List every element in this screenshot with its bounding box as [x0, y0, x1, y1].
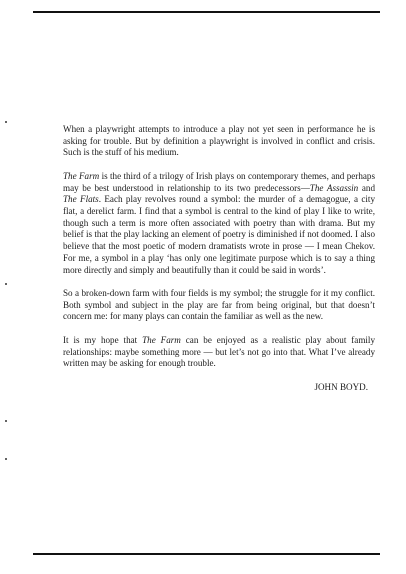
author-signature: JOHN BOYD. — [314, 381, 368, 392]
margin-mark — [5, 121, 7, 123]
margin-mark — [5, 283, 7, 285]
paragraph: The Farm is the third of a trilogy of Irish plays on contemporary themes, and perhaps may be best understood in relationship to its two predecessors—The Assassin and The Flats. Each play revolves round a symbol: the murder of a demagogue, a city flat, a derelict farm. I find that a symbol is central to the kind of play I like to write, though such a term is more often associated with poetry than with drama. But my belief is that the play lacking an element of poetry is diminished if not doomed. I also believe that the most poetic of modern dramatists wrote in prose — I mean Chekov. For me, a symbol in a play ‘has only one legitimate purpose which is to say a thing more directly and simply and beautifully than it could be said in words’. — [63, 170, 376, 275]
margin-mark — [5, 458, 7, 460]
author-note — [63, 124, 375, 405]
bottom-rule — [33, 553, 380, 555]
margin-mark — [5, 420, 7, 422]
paragraph: It is my hope that The Farm can be enjoyed as a realistic play about family relationships: maybe something more — but let’s not go into that. What I’ve already written may be asking for enough trouble. — [63, 334, 376, 369]
play-title: The Farm — [142, 334, 181, 345]
paragraph: So a broken-down farm with four fields is my symbol; the struggle for it my conflict. Both symbol and subject in the play are far from being original, but that doesn’t concern me: for many plays can contain the familiar as well as the new. — [63, 288, 375, 322]
play-title: The Farm — [63, 170, 100, 181]
paragraph: When a playwright attempts to introduce a play not yet seen in performance he is asking for trouble. But by definition a playwright is involved in conflict and crisis. Such is the stuff of his medium. — [63, 124, 375, 158]
top-rule — [33, 11, 380, 13]
play-title: The Assassin — [309, 182, 359, 193]
play-title: The Flats — [63, 194, 99, 205]
